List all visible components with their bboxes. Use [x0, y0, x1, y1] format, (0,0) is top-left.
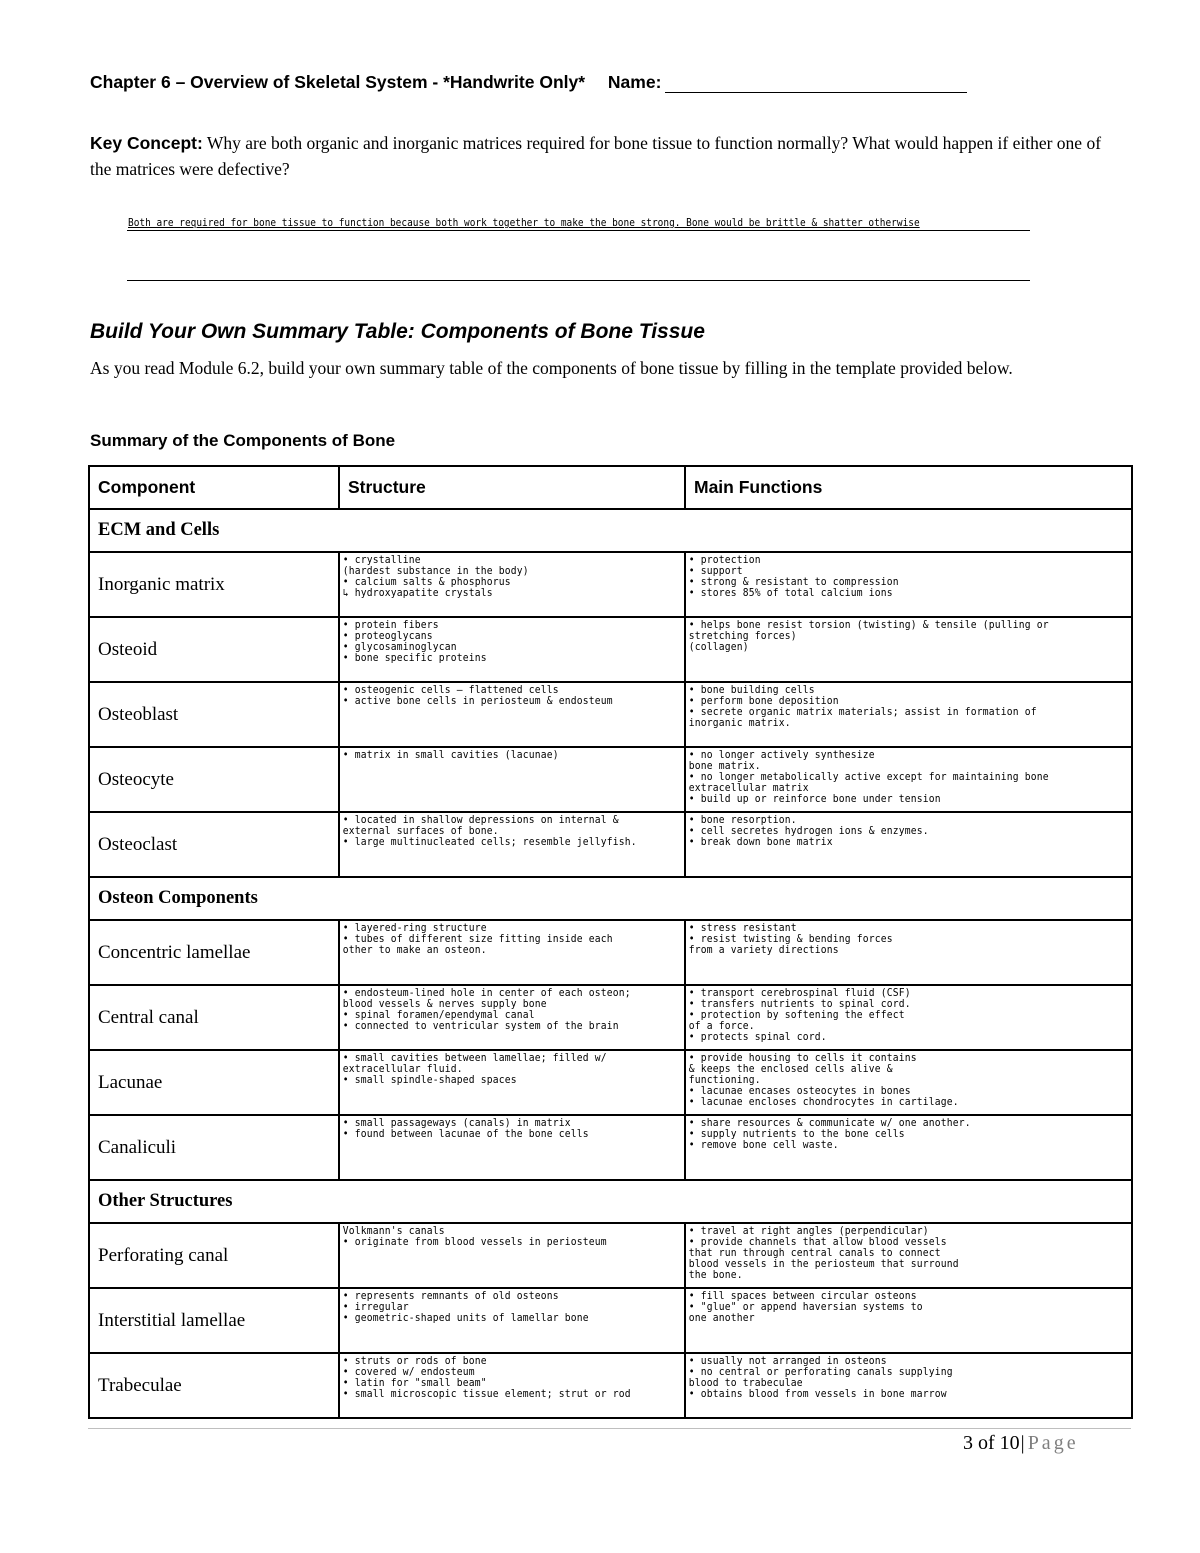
table-row: [89, 920, 1132, 985]
table-row: [89, 985, 1132, 1050]
table-row: [89, 747, 1132, 812]
key-concept-label: Key Concept:: [90, 133, 203, 153]
component-cell: Lacunae: [89, 1050, 339, 1115]
functions-notes: • provide housing to cells it contains & keeps the enclosed cells alive & functioning. • lacunae encases osteocytes in bones • lacunae encloses chondrocytes in cartilage.: [688, 1052, 959, 1108]
functions-notes: • share resources & communicate w/ one another. • supply nutrients to the bone cells • remove bone cell waste.: [688, 1117, 971, 1151]
functions-cell[interactable]: [685, 552, 1132, 617]
structure-notes: • layered-ring structure • tubes of different size fitting inside each other to make an osteon.: [342, 922, 613, 956]
column-header: Structure: [339, 466, 685, 509]
chapter-title: Chapter 6 – Overview of Skeletal System - *Handwrite Only*: [90, 72, 586, 92]
structure-notes: • struts or rods of bone • covered w/ endosteum • latin for "small beam" • small microscopic tissue element; strut or rod: [342, 1355, 631, 1400]
table-group-row: [89, 509, 1132, 552]
structure-cell[interactable]: [339, 1050, 685, 1115]
structure-cell[interactable]: [339, 617, 685, 682]
component-cell: Interstitial lamellae: [89, 1288, 339, 1353]
answer-line[interactable]: [127, 264, 1030, 281]
functions-notes: • no longer actively synthesize bone matrix. • no longer metabolically active except for maintaining bone extracellular matrix • build up or reinforce bone under tension: [688, 749, 1049, 805]
component-cell: Perforating canal: [89, 1223, 339, 1288]
structure-cell[interactable]: [339, 985, 685, 1050]
structure-notes: • protein fibers • proteoglycans • glycosaminoglycan • bone specific proteins: [342, 619, 487, 664]
page-number: 3 of 10: [963, 1432, 1020, 1454]
section-intro: As you read Module 6.2, build your own summary table of the components of bone tissue by filling in the template provided below.: [90, 358, 1013, 378]
functions-notes: • usually not arranged in osteons • no central or perforating canals supplying blood to trabeculae • obtains blood from vessels in bone marrow: [688, 1355, 953, 1400]
structure-cell[interactable]: [339, 1288, 685, 1353]
functions-notes: • helps bone resist torsion (twisting) & tensile (pulling or stretching forces) (collagen): [688, 619, 1049, 653]
functions-notes: • stress resistant • resist twisting & bending forces from a variety directions: [688, 922, 893, 956]
structure-cell[interactable]: [339, 747, 685, 812]
component-cell: Osteoid: [89, 617, 339, 682]
functions-cell[interactable]: [685, 747, 1132, 812]
component-cell: Osteoblast: [89, 682, 339, 747]
component-cell: Trabeculae: [89, 1353, 339, 1418]
functions-cell[interactable]: [685, 920, 1132, 985]
table-row: [89, 1223, 1132, 1288]
page-heading: [90, 72, 967, 93]
functions-notes: • bone building cells • perform bone deposition • secrete organic matrix materials; assist in formation of inorganic matrix.: [688, 684, 1037, 729]
structure-notes: • osteogenic cells – flattened cells • active bone cells in periosteum & endosteum: [342, 684, 613, 707]
section-title: Build Your Own Summary Table: Components of Bone Tissue: [90, 320, 705, 343]
structure-notes: • small passageways (canals) in matrix • found between lacunae of the bone cells: [342, 1117, 589, 1140]
structure-notes: • endosteum-lined hole in center of each osteon; blood vessels & nerves supply bone • spinal foramen/ependymal canal • connected to ventricular system of the brain: [342, 987, 631, 1032]
table-row: [89, 552, 1132, 617]
table-row: [89, 617, 1132, 682]
footer-divider: [88, 1428, 1131, 1429]
functions-notes: • travel at right angles (perpendicular) • provide channels that allow blood vessels that run through central canals to connect blood vessels in the periosteum that surround the bone.: [688, 1225, 959, 1281]
structure-cell[interactable]: [339, 1223, 685, 1288]
table-row: [89, 1115, 1132, 1180]
structure-cell[interactable]: [339, 1115, 685, 1180]
structure-cell[interactable]: [339, 1353, 685, 1418]
component-cell: Canaliculi: [89, 1115, 339, 1180]
column-header: Main Functions: [685, 466, 1132, 509]
table-group-row: [89, 1180, 1132, 1223]
component-cell: Osteocyte: [89, 747, 339, 812]
group-label: Osteon Components: [89, 877, 1132, 920]
functions-cell[interactable]: [685, 617, 1132, 682]
functions-cell[interactable]: [685, 1115, 1132, 1180]
key-concept: [90, 130, 1120, 182]
summary-table: [88, 465, 1133, 1419]
functions-cell[interactable]: [685, 1353, 1132, 1418]
component-cell: Central canal: [89, 985, 339, 1050]
functions-cell[interactable]: [685, 812, 1132, 877]
component-cell: Inorganic matrix: [89, 552, 339, 617]
table-row: [89, 812, 1132, 877]
structure-cell[interactable]: [339, 812, 685, 877]
structure-notes: • crystalline (hardest substance in the body) • calcium salts & phosphorus ↳ hydroxyapatite crystals: [342, 554, 529, 599]
component-cell: Concentric lamellae: [89, 920, 339, 985]
table-row: [89, 1050, 1132, 1115]
functions-cell[interactable]: [685, 1288, 1132, 1353]
functions-cell[interactable]: [685, 682, 1132, 747]
table-caption: Summary of the Components of Bone: [90, 431, 396, 450]
functions-cell[interactable]: [685, 985, 1132, 1050]
functions-cell[interactable]: [685, 1050, 1132, 1115]
functions-cell[interactable]: [685, 1223, 1132, 1288]
structure-cell[interactable]: [339, 920, 685, 985]
functions-notes: • transport cerebrospinal fluid (CSF) • transfers nutrients to spinal cord. • protection by softening the effect of a force. • protects spinal cord.: [688, 987, 911, 1043]
structure-cell[interactable]: [339, 682, 685, 747]
table-row: [89, 1288, 1132, 1353]
key-concept-answer: Both are required for bone tissue to function because both work together to make the bone strong. Bone would be brittle & shatter otherwise: [128, 216, 920, 229]
page-word: Page: [1027, 1432, 1079, 1454]
functions-notes: • bone resorption. • cell secretes hydrogen ions & enzymes. • break down bone matrix: [688, 814, 929, 848]
component-cell: Osteoclast: [89, 812, 339, 877]
structure-notes: • located in shallow depressions on internal & external surfaces of bone. • large multinucleated cells; resemble jellyfish.: [342, 814, 637, 848]
name-field-line[interactable]: [665, 74, 967, 93]
structure-notes: • matrix in small cavities (lacunae): [342, 749, 559, 761]
functions-notes: • fill spaces between circular osteons • "glue" or append haversian systems to one another: [688, 1290, 923, 1324]
key-concept-question: Why are both organic and inorganic matrices required for bone tissue to function normally? What would happen if either one of the matrices were defective?: [90, 133, 1102, 179]
name-label: Name:: [607, 72, 662, 92]
table-row: [89, 682, 1132, 747]
table-row: [89, 1353, 1132, 1418]
group-label: Other Structures: [89, 1180, 1132, 1223]
group-label: ECM and Cells: [89, 509, 1132, 552]
structure-cell[interactable]: [339, 552, 685, 617]
page-footer: [963, 1432, 1079, 1455]
structure-notes: • small cavities between lamellae; filled w/ extracellular fluid. • small spindle-shaped spaces: [342, 1052, 607, 1086]
functions-notes: • protection • support • strong & resistant to compression • stores 85% of total calcium ions: [688, 554, 899, 599]
structure-notes: • represents remnants of old osteons • irregular • geometric-shaped units of lamellar bone: [342, 1290, 589, 1324]
footer-separator: |: [1020, 1432, 1025, 1454]
column-header: Component: [89, 466, 339, 509]
structure-notes: Volkmann's canals • originate from blood vessels in periosteum: [342, 1225, 607, 1248]
table-group-row: [89, 877, 1132, 920]
table-header-row: [89, 466, 1132, 509]
